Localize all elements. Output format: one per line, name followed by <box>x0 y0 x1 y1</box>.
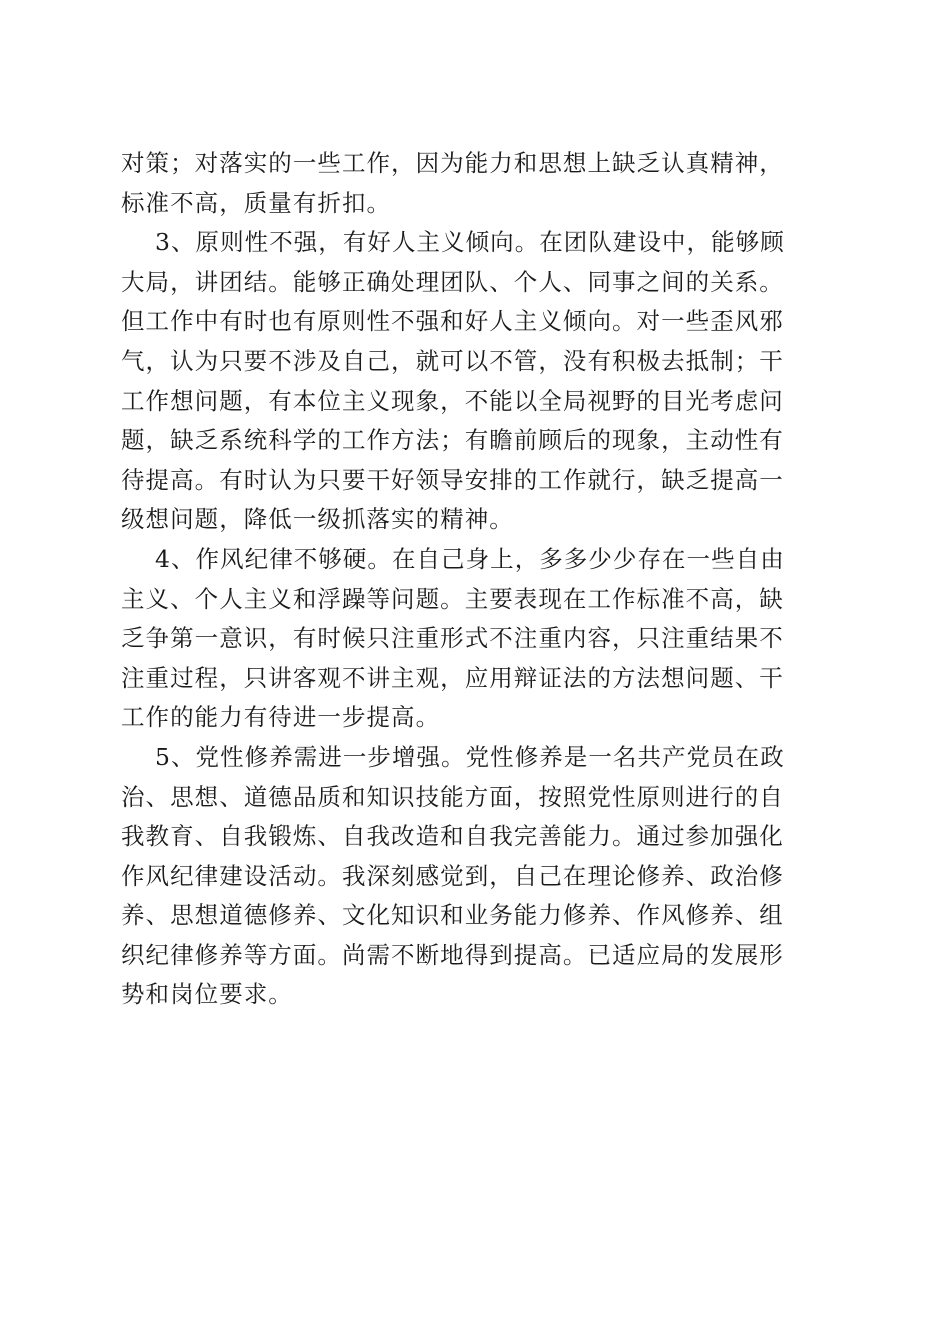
paragraph-line: 3、原则性不强，有好人主义倾向。在团队建设中，能够顾 <box>155 228 785 257</box>
document-body <box>121 144 833 1015</box>
paragraph-line: 工作想问题，有本位主义现象，不能以全局视野的目光考虑问 <box>121 386 784 415</box>
paragraph-line: 大局，讲团结。能够正确处理团队、个人、同事之间的关系。 <box>121 267 784 296</box>
paragraph-line: 注重过程，只讲客观不讲主观，应用辩证法的方法想问题、干 <box>121 663 784 692</box>
paragraph-line: 标准不高，质量有折扣。 <box>121 188 392 217</box>
paragraph-line: 级想问题，降低一级抓落实的精神。 <box>121 505 514 534</box>
paragraph-line: 作风纪律建设活动。我深刻感觉到，自己在理论修养、政治修 <box>121 861 784 890</box>
paragraph-line: 待提高。有时认为只要干好领导安排的工作就行，缺乏提高一 <box>121 465 784 494</box>
paragraph-line: 治、思想、道德品质和知识技能方面，按照党性原则进行的自 <box>121 782 784 811</box>
paragraph-line: 主义、个人主义和浮躁等问题。主要表现在工作标准不高，缺 <box>121 584 784 613</box>
paragraph-line: 工作的能力有待进一步提高。 <box>121 703 441 732</box>
paragraph-line: 势和岗位要求。 <box>121 980 293 1009</box>
paragraph-line: 对策；对落实的一些工作，因为能力和思想上缺乏认真精神， <box>121 149 784 177</box>
paragraph-line: 乏争第一意识，有时候只注重形式不注重内容，只注重结果不 <box>121 624 784 653</box>
paragraph-line: 我教育、自我锻炼、自我改造和自我完善能力。通过参加强化 <box>121 822 784 851</box>
paragraph-line: 养、思想道德修养、文化知识和业务能力修养、作风修养、组 <box>121 901 784 930</box>
paragraph-line: 4、作风纪律不够硬。在自己身上，多多少少存在一些自由 <box>155 544 785 573</box>
paragraph-line: 气，认为只要不涉及自己，就可以不管，没有积极去抵制；干 <box>121 346 784 375</box>
paragraph-line: 但工作中有时也有原则性不强和好人主义倾向。对一些歪风邪 <box>121 307 784 336</box>
paragraph-line: 5、党性修养需进一步增强。党性修养是一名共产党员在政 <box>155 742 785 771</box>
paragraph-line: 题，缺乏系统科学的工作方法；有瞻前顾后的现象，主动性有 <box>121 426 784 455</box>
paragraph-line: 织纪律修养等方面。尚需不断地得到提高。已适应局的发展形 <box>121 940 784 969</box>
